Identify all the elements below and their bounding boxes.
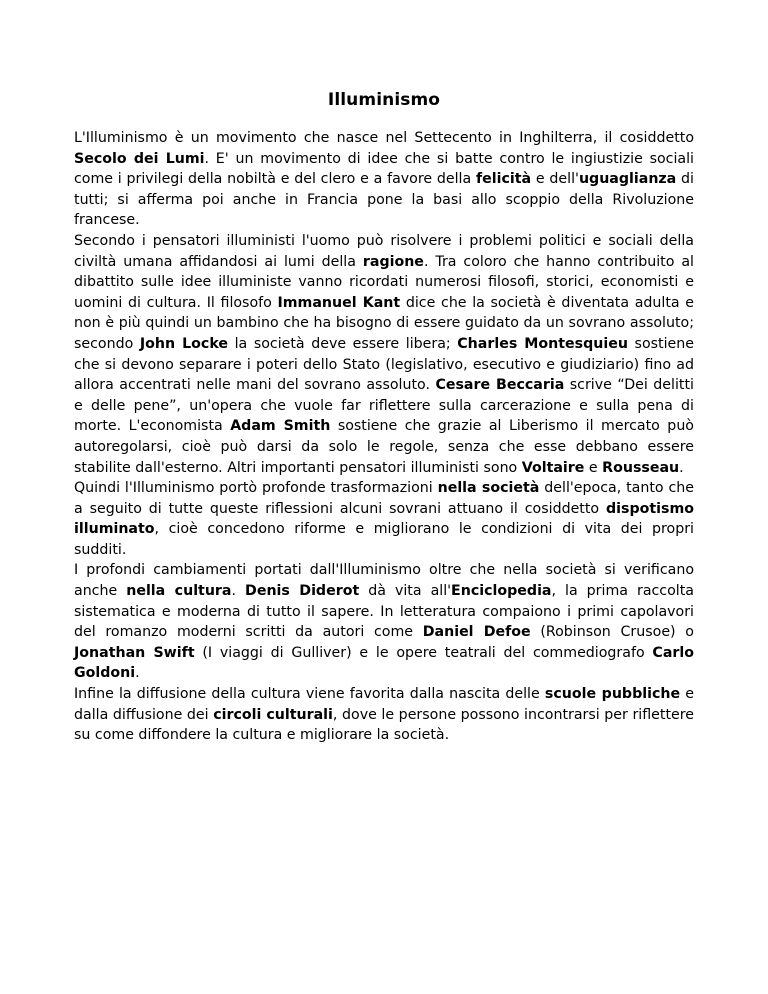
text-run: , la prima raccolta sistematica e moderna di tutto il sapere. In letteratura compaiono i primi capolavori del romanzo moderni scritti da autori come (74, 583, 694, 641)
document-page (74, 90, 694, 746)
text-run: e (584, 459, 603, 476)
paragraph (74, 478, 694, 560)
bold-text: John Locke (139, 335, 228, 352)
text-run: Infine la diffusione della cultura viene favorita dalla nascita delle (74, 686, 545, 703)
text-run: . Tra coloro che hanno contribuito al dibattito sulle idee illuministe vanno ricordati numerosi filosofi, storici, economisti e uomini di cultura. Il filosofo (74, 253, 694, 311)
bold-text: felicità (475, 171, 532, 188)
bold-text: Enciclopedia (451, 583, 552, 600)
paragraph (74, 560, 694, 684)
text-run: dell'epoca, tanto che a seguito di tutte queste riflessioni alcuni sovrani attuano il cosiddetto (74, 480, 694, 517)
document-body (74, 128, 694, 746)
text-run: . (231, 583, 246, 600)
text-run: Quindi l'Illuminismo portò profonde trasformazioni (74, 480, 438, 497)
text-run: sostiene che si devono separare i poteri dello Stato (legislativo, esecutivo e giudiziario) fino ad allora accentrati nelle mani del sovrano assoluto. (74, 335, 694, 394)
bold-text: Jonathan Swift (74, 644, 195, 661)
text-run: . E' un movimento di idee che si batte contro le ingiustizie sociali come i privilegi della nobiltà e del clero e a favore della (74, 150, 694, 188)
paragraph (74, 128, 694, 231)
text-run: L'Illuminismo è un movimento che nasce nel Settecento in Inghilterra, il cosiddetto (74, 130, 694, 146)
bold-text: ragione (362, 253, 424, 270)
text-run: sostiene che grazie al Liberismo il mercato può autoregolarsi, cioè può darsi da solo le regole, senza che esse debbano essere stabilite dall'esterno. Altri importanti pensatori illuministi sono (74, 418, 694, 476)
text-run: , cioè concedono riforme e migliorano le condizioni di vita dei propri sudditi. (74, 521, 694, 558)
bold-text: Adam Smith (230, 418, 331, 435)
bold-text: Carlo Goldoni (74, 644, 694, 682)
bold-text: nella società (437, 480, 540, 497)
bold-text: Immanuel Kant (277, 294, 401, 311)
text-run: (Robinson Crusoe) o (530, 624, 694, 641)
bold-text: Rousseau (602, 459, 680, 476)
bold-text: Daniel Defoe (422, 624, 531, 641)
text-run: Secondo i pensatori illuministi l'uomo può risolvere i problemi politici e sociali della civiltà umana affidandosi ai lumi della (74, 232, 694, 270)
text-run: dice che la società è diventata adulta e non è più quindi un bambino che ha bisogno di essere guidato da un sovrano assoluto; secondo (74, 294, 695, 352)
text-run: la società deve essere libera; (228, 335, 458, 352)
text-run: . (679, 459, 684, 476)
bold-text: circoli culturali (213, 706, 333, 723)
bold-text: Cesare Beccaria (435, 377, 565, 394)
bold-text: uguaglianza (578, 171, 677, 188)
text-run: , dove le persone possono incontrarsi per riflettere su come diffondere la cultura e migliorare la società. (74, 706, 695, 744)
bold-text: dispotismo illuminato (74, 500, 694, 538)
paragraph (74, 231, 694, 478)
text-run: e dell' (531, 171, 579, 188)
bold-text: Denis Diderot (245, 583, 360, 600)
document-title: Illuminismo (327, 90, 441, 110)
text-run: scrive “Dei delitti e delle pene”, un'opera che vuole far riflettere sulla carcerazione e sulla pena di morte. L'economista (74, 377, 694, 435)
text-run: e dalla diffusione dei (74, 686, 694, 723)
text-run: (I viaggi di Gulliver) e le opere teatrali del commediografo (194, 644, 653, 661)
bold-text: Secolo dei Lumi (74, 150, 205, 167)
bold-text: Charles Montesquieu (457, 335, 628, 352)
bold-text: Voltaire (521, 459, 585, 476)
bold-text: nella cultura (126, 583, 232, 600)
text-run: di tutti; si afferma poi anche in Francia pone la basi allo scoppio della Rivoluzione francese. (74, 171, 694, 229)
text-run: dà vita all' (359, 583, 452, 600)
text-run: . (135, 665, 140, 682)
bold-text: scuole pubbliche (544, 686, 681, 703)
text-run: I profondi cambiamenti portati dall'Illuminismo oltre che nella società si verificano anche (74, 562, 694, 600)
paragraph (74, 684, 694, 746)
